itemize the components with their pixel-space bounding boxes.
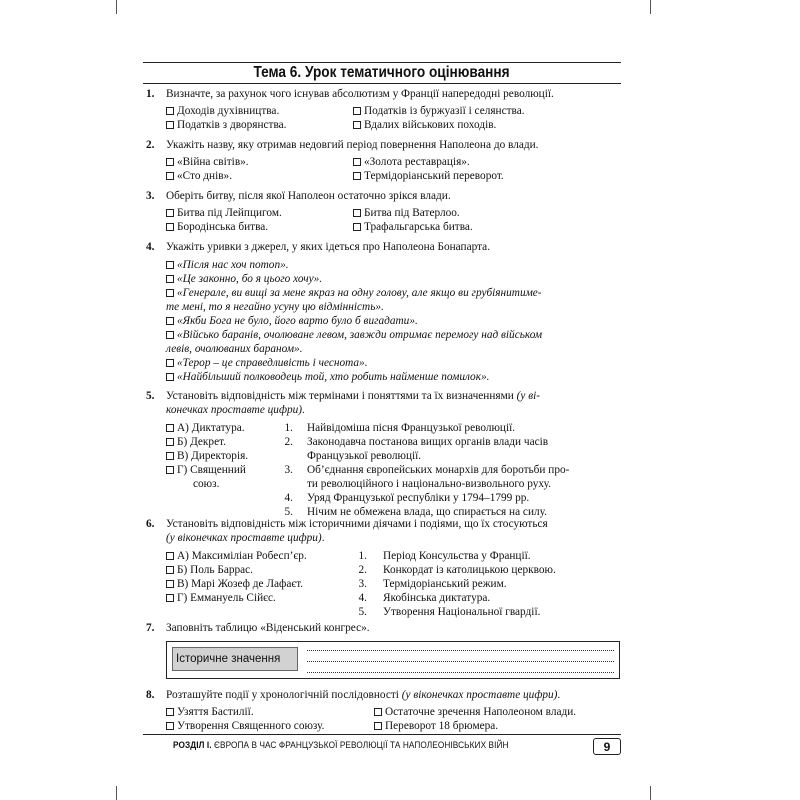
checkbox[interactable] (166, 223, 174, 231)
checkbox[interactable] (166, 158, 174, 166)
answer-line[interactable] (307, 649, 614, 651)
answer-line[interactable] (307, 671, 614, 673)
question-instruction: конечках проставте цифри) (166, 404, 303, 416)
checkbox[interactable] (166, 289, 174, 297)
vienna-congress-table (143, 641, 621, 679)
quote-text: «Найбільший полководець той, хто робить найменше помилок». (177, 371, 490, 383)
question-number: 4. (146, 241, 155, 253)
checkbox[interactable] (374, 722, 382, 730)
event-text: Конкордат із католицькою церквою. (383, 564, 556, 576)
checkbox[interactable] (166, 708, 174, 716)
checkbox[interactable] (166, 317, 174, 325)
option-label: Доходів духівництва. (177, 105, 280, 117)
quote-text: те мені, то я негайно усуну цю відмінність». (166, 301, 384, 313)
question-text: Оберіть битву, після якої Наполеон остаточно зрікся влади. (166, 190, 451, 202)
option-label: Податків з дворянства. (177, 119, 287, 131)
checkbox[interactable] (166, 331, 174, 339)
table-row-label: Історичне значення (172, 647, 298, 671)
quote-text: «Генерале, ви вищі за мене якраз на одну голову, але якщо ви грубіянитиме- (177, 287, 542, 299)
definition-number: 2. (284, 436, 293, 448)
question-number: 3. (146, 190, 155, 202)
option-label: Термідоріанський переворот. (364, 170, 504, 182)
definition-number: 3. (284, 464, 293, 476)
definition-text: Законодавча постанова вищих органів влади часів (307, 436, 549, 448)
question-text: . (321, 532, 325, 544)
person-label: Б) Поль Баррас. (177, 564, 253, 576)
option-label: Переворот 18 брюмера. (385, 720, 499, 732)
question-text: Установіть відповідність між термінами і поняттями та їх визначеннями (166, 390, 517, 402)
option-label: Трафальгарська битва. (364, 221, 473, 233)
checkbox[interactable] (374, 708, 382, 716)
checkbox[interactable] (166, 452, 174, 460)
checkbox[interactable] (166, 107, 174, 115)
option-label: «Війна світів». (177, 156, 249, 168)
option-label: «Золота реставрація». (364, 156, 470, 168)
event-number: 1. (358, 550, 367, 562)
question-text: Визначте, за рахунок чого існував абсолютизм у Франції напередодні революції. (166, 88, 554, 100)
answer-table (166, 641, 620, 679)
checkbox[interactable] (166, 580, 174, 588)
question-number: 5. (146, 390, 155, 402)
question-text: . (557, 689, 561, 701)
term-label: союз. (193, 478, 220, 490)
definition-text: Нічим не обмежена влада, що спирається на силу. (307, 506, 547, 518)
checkbox[interactable] (353, 121, 361, 129)
question-number: 2. (146, 139, 155, 151)
option-label: Битва під Лейпцигом. (177, 207, 282, 219)
worksheet-page (143, 62, 621, 84)
title-bar (143, 62, 621, 84)
checkbox[interactable] (166, 438, 174, 446)
definition-text: Уряд Французької республіки у 1794–1799 рр. (307, 492, 530, 504)
crop-mark (116, 786, 117, 800)
quote-text: «Якби Бога не було, його варто було б вигадати». (177, 315, 418, 327)
checkbox[interactable] (166, 722, 174, 730)
definition-number: 5. (284, 506, 293, 518)
person-label: Г) Еммануель Сійєс. (177, 592, 276, 604)
question-number: 1. (146, 88, 155, 100)
event-text: Утворення Національної гвардії. (383, 606, 541, 618)
question-text: Заповніть таблицю «Віденський конгрес». (166, 622, 370, 634)
option-label: Податків із буржуазії і селянства. (364, 105, 525, 117)
term-label: В) Директорія. (177, 450, 249, 462)
definition-number: 1. (284, 422, 293, 434)
quote-text: «Військо баранів, очолюване левом, завжди отримає перемогу над військом (177, 329, 543, 341)
definition-text: Об’єднання європейських монархів для боротьби про- (307, 464, 570, 476)
option-label: Узяття Бастилії. (177, 706, 254, 718)
question-instruction: (у ві- (516, 390, 541, 402)
quote-text: «Це законно, бо я цього хочу». (177, 273, 323, 285)
page-title: Тема 6. Урок тематичного оцінювання (253, 64, 511, 81)
event-text: Якобінська диктатура. (383, 592, 491, 604)
question-text: Укажіть уривки з джерел, у яких ідеться про Наполеона Бонапарта. (166, 241, 491, 253)
running-footer (173, 740, 509, 751)
checkbox[interactable] (353, 209, 361, 217)
crop-mark (650, 786, 651, 800)
option-label: Вдалих військових походів. (364, 119, 497, 131)
question-text: Розташуйте події у хронологічній послідовності (166, 689, 402, 701)
question-number: 6. (146, 518, 155, 530)
question-text: Установіть відповідність між історичними діячами і подіями, що їх стосуються (166, 518, 548, 530)
question-text: Укажіть назву, яку отримав недовгий період повернення Наполеона до влади. (166, 139, 539, 151)
definition-number: 4. (284, 492, 293, 504)
quote-text: «Терор – це справедливість і чеснота». (177, 357, 368, 369)
option-label: «Сто днів». (177, 170, 233, 182)
page-number: 9 (593, 738, 621, 755)
person-label: А) Максиміліан Робесп’єр. (177, 550, 307, 562)
question-text: . (302, 404, 305, 416)
section-title: ЄВРОПА В ЧАС ФРАНЦУЗЬКОЇ РЕВОЛЮЦІЇ ТА НАПОЛЕОНІВСЬКИХ ВІЙН (211, 740, 509, 751)
option-label: Остаточне зречення Наполеоном влади. (385, 706, 577, 718)
term-label: А) Диктатура. (177, 422, 245, 434)
event-number: 3. (358, 578, 367, 590)
event-number: 5. (358, 606, 367, 618)
answer-line[interactable] (307, 660, 614, 662)
checkbox[interactable] (353, 172, 361, 180)
page-footer (143, 734, 621, 757)
checkbox[interactable] (166, 466, 174, 474)
quote-text: левів, очолюваних бараном». (166, 343, 303, 355)
question-instruction: (у віконечках проставте цифри) (401, 689, 558, 701)
term-label: Г) Священний (177, 464, 246, 476)
section-label: РОЗДІЛ I. (173, 740, 212, 751)
checkbox[interactable] (353, 158, 361, 166)
definition-text: ти революційного і національно-визвольного руху. (307, 478, 551, 490)
checkbox[interactable] (166, 552, 174, 560)
checkbox[interactable] (166, 209, 174, 217)
checkbox[interactable] (353, 107, 361, 115)
term-label: Б) Декрет. (177, 436, 226, 448)
option-label: Битва під Ватерлоо. (364, 207, 460, 219)
checkbox[interactable] (353, 223, 361, 231)
event-text: Період Консульства у Франції. (383, 550, 531, 562)
crop-mark (650, 0, 651, 14)
checkbox[interactable] (166, 261, 174, 269)
question-number: 7. (146, 622, 155, 634)
checkbox[interactable] (166, 566, 174, 574)
option-label: Бородінська битва. (177, 221, 269, 233)
definition-text: Найвідоміша пісня Французької революції. (307, 422, 516, 434)
event-text: Термідоріанський режим. (383, 578, 507, 590)
checkbox[interactable] (166, 359, 174, 367)
crop-mark (116, 0, 117, 14)
person-label: В) Марі Жозеф де Лафаєт. (177, 578, 304, 590)
question-number: 8. (146, 689, 155, 701)
checkbox[interactable] (166, 121, 174, 129)
definition-text: Французької революції. (307, 450, 422, 462)
event-number: 4. (358, 592, 367, 604)
quote-text: «Після нас хоч потоп». (177, 259, 289, 271)
checkbox[interactable] (166, 275, 174, 283)
checkbox[interactable] (166, 172, 174, 180)
question-instruction: (у віконечках проставте цифри) (166, 532, 322, 544)
checkbox[interactable] (166, 373, 174, 381)
option-label: Утворення Священного союзу. (177, 720, 325, 732)
event-number: 2. (358, 564, 367, 576)
checkbox[interactable] (166, 594, 174, 602)
checkbox[interactable] (166, 424, 174, 432)
